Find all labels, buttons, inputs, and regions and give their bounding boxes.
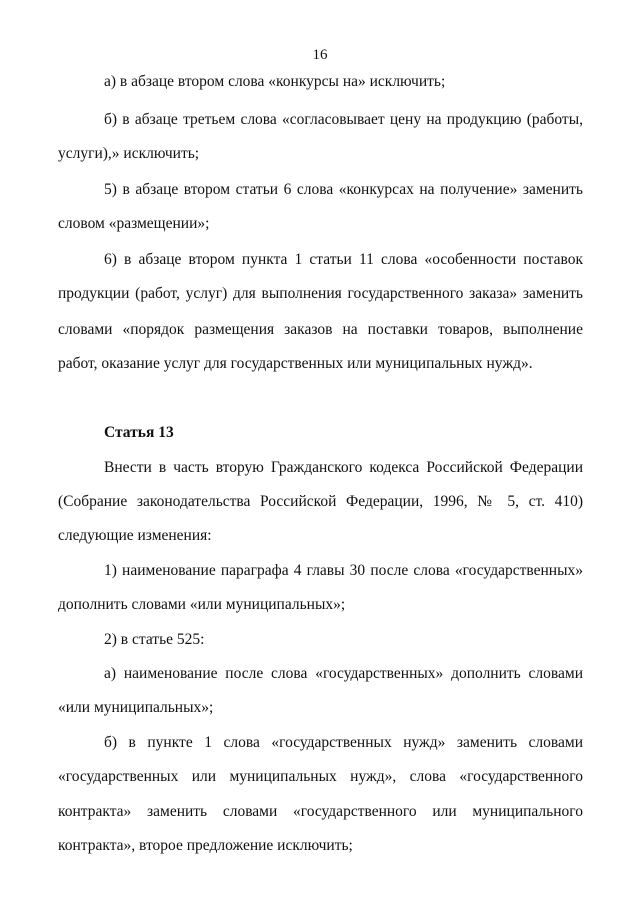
text-line: услуги),» исключить; — [58, 145, 200, 162]
text-line: Внести в часть вторую Гражданского кодекса Российской Федерации — [104, 459, 583, 476]
text-line: 6) в абзаце втором пункта 1 статьи 11 слова «особенности поставок — [104, 251, 583, 268]
text-line: 1) наименование параграфа 4 главы 30 после слова «государственных» — [104, 562, 583, 579]
article-heading: Статья 13 — [104, 424, 174, 441]
text-line: б) в абзаце третьем слова «согласовывает цену на продукцию (работы, — [104, 111, 583, 128]
text-line: «или муниципальных»; — [58, 699, 214, 716]
text-line: словами «порядок размещения заказов на поставки товаров, выполнение — [58, 321, 583, 338]
text-line: а) в абзаце втором слова «конкурсы на» исключить; — [104, 73, 446, 90]
text-line: б) в пункте 1 слова «государственных нужд» заменить словами — [104, 734, 583, 751]
page-number: 16 — [312, 47, 328, 63]
text-line: словом «размещении»; — [58, 215, 210, 232]
text-line: контракта», второе предложение исключить; — [58, 837, 353, 854]
text-line: (Собрание законодательства Российской Федерации, 1996, № 5, ст. 410) — [58, 493, 583, 510]
text-line: 5) в абзаце втором статьи 6 слова «конкурсах на получение» заменить — [104, 181, 583, 198]
text-line: следующие изменения: — [58, 527, 212, 544]
text-line: 2) в статье 525: — [104, 631, 205, 648]
text-line: продукции (работ, услуг) для выполнения государственного заказа» заменить — [58, 285, 583, 302]
text-line: работ, оказание услуг для государственных или муниципальных нужд». — [58, 355, 533, 372]
text-line: «государственных или муниципальных нужд», слова «государственного — [58, 768, 583, 785]
text-line: а) наименование после слова «государственных» дополнить словами — [104, 665, 583, 682]
text-line: дополнить словами «или муниципальных»; — [58, 596, 346, 613]
text-line: контракта» заменить словами «государственного или муниципального — [58, 803, 583, 820]
